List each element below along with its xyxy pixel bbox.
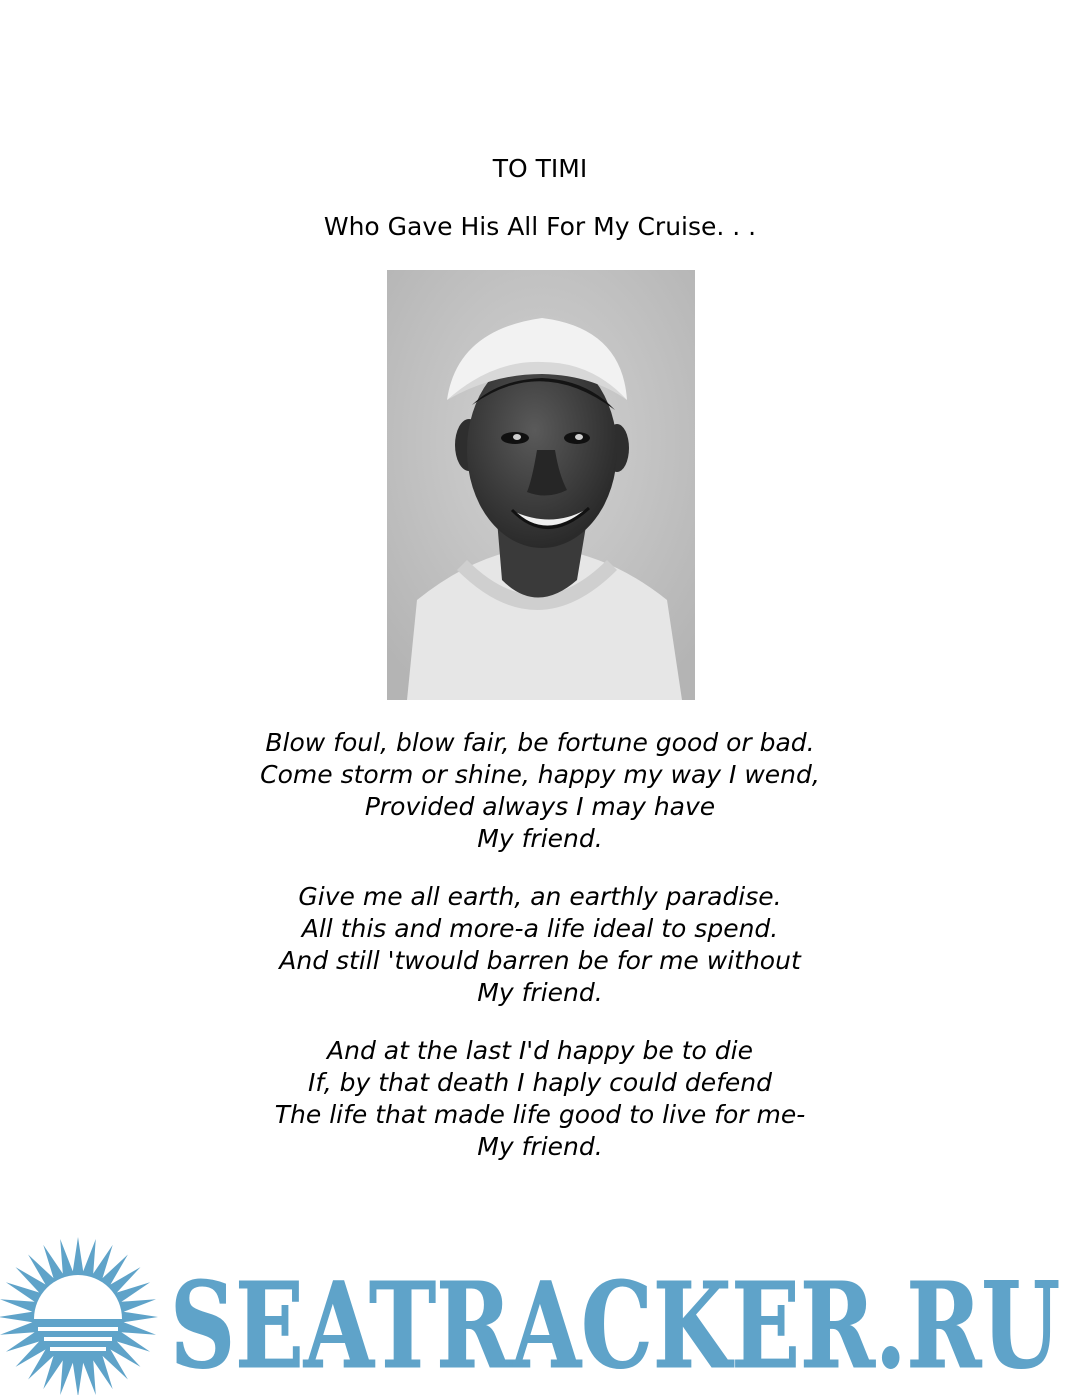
watermark-text: SEATRACKER.RU — [170, 1256, 1060, 1395]
poem-line: All this and more-a life ideal to spend. — [301, 914, 779, 943]
poem-line: Give me all earth, an earthly paradise. — [298, 882, 782, 911]
poem-line: The life that made life good to live for me- — [274, 1100, 806, 1129]
poem-line: My friend. — [477, 1132, 603, 1161]
poem-line: And at the last I'd happy be to die — [327, 1036, 753, 1065]
poem-line: And still 'twould barren be for me without — [279, 946, 801, 975]
poem-line: Provided always I may have — [364, 792, 716, 821]
poem-line: Come storm or shine, happy my way I wend, — [260, 760, 820, 789]
dedication-title: TO TIMI — [492, 154, 588, 183]
dedication-subtitle: Who Gave His All For My Cruise. . . — [323, 212, 757, 241]
poem-line: My friend. — [477, 824, 603, 853]
poem-stanza-3 — [0, 1035, 1080, 1163]
poem-line: If, by that death I haply could defend — [308, 1068, 772, 1097]
poem — [0, 727, 1080, 1189]
poem-stanza-2 — [0, 881, 1080, 1009]
poem-stanza-1 — [0, 727, 1080, 855]
sun-over-sea-icon — [0, 1237, 158, 1395]
poem-line: Blow foul, blow fair, be fortune good or bad. — [265, 728, 815, 757]
poem-line: My friend. — [477, 978, 603, 1007]
sailor-portrait-photo — [387, 270, 695, 700]
seatracker-watermark — [0, 1235, 1080, 1395]
